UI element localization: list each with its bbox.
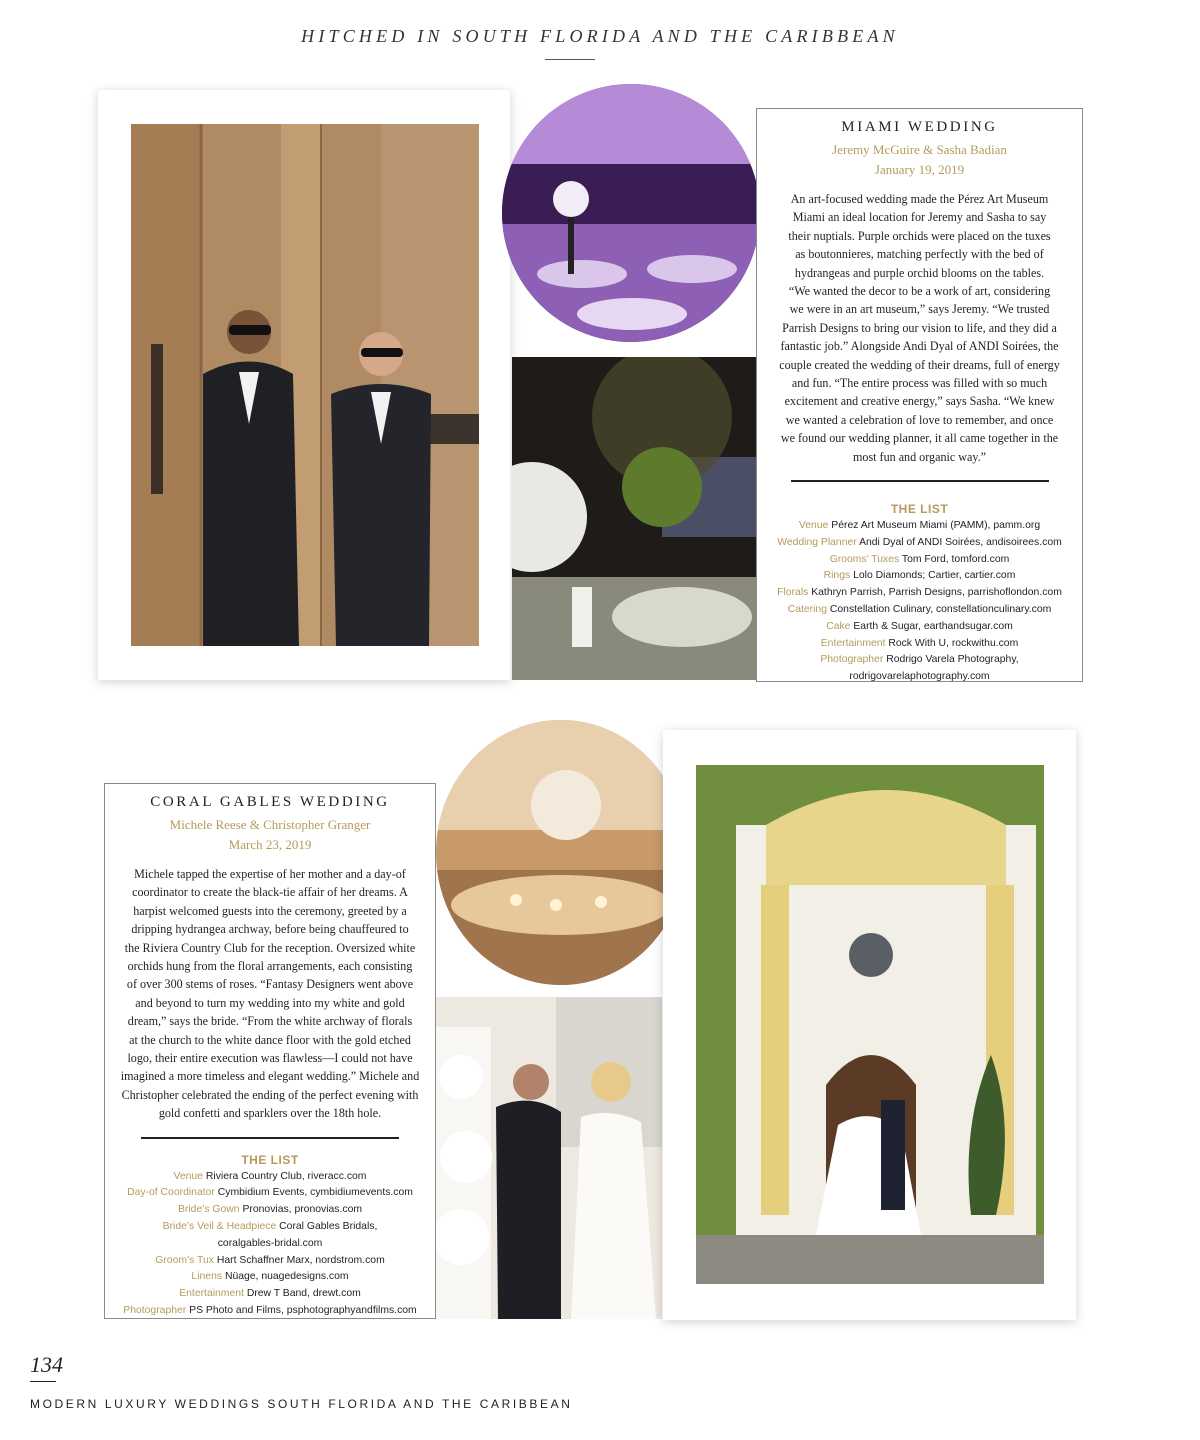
vendor-line: Catering Constellation Culinary, constellationculinary.com: [787, 604, 1052, 616]
header-divider: [545, 59, 595, 60]
vendor-line: Photographer PS Photo and Films, psphotographyandfilms.com: [123, 1305, 417, 1317]
page-number: 134: [30, 1352, 63, 1377]
vendor-line: Florals Kathryn Parrish, Parrish Designs, parrishoflondon.com: [777, 587, 1062, 599]
coral-wedding-date: March 23, 2019: [228, 837, 312, 852]
coral-couple-names: Michele Reese & Christopher Granger: [169, 817, 371, 832]
miami-wedding-story: An art-focused wedding made the Pérez Art Museum Miami an ideal location for Jeremy and Sasha to say their nuptials. Purple orchids were placed on the tuxes as boutonnieres, matching perfectly with the bed of hydrangeas and purple orchid blooms on the tables. “We wanted the decor to be a work of art, considering we were in an art museum,” says Jeremy. “We trusted Parrish Designs to bring our vision to life, and they did a fantastic job.” Alongside Andi Dyal of ANDI Soirées, the couple created the wedding of their dreams, full of energy and fun. “The entire process was filled with so much excitement and creative energy,” says Sasha. “We knew we wanted a celebration of love to remember, and once we found our wedding planner, it all came together in the most fun and organic way.”: [779, 192, 1060, 464]
vendor-line: Cake Earth & Sugar, earthandsugar.com: [826, 620, 1013, 632]
coral-list-title: THE LIST: [241, 1152, 299, 1167]
vendor-line: coralgables-bridal.com: [217, 1237, 323, 1249]
miami-wedding-title: MIAMI WEDDING: [841, 119, 998, 135]
miami-couple-names: Jeremy McGuire & Sasha Badian: [832, 142, 1007, 157]
museum-reception-photo: [502, 84, 760, 342]
vendor-line: Photographer Rodrigo Varela Photography,: [820, 654, 1019, 666]
section-header: HITCHED IN SOUTH FLORIDA AND THE CARIBBEAN: [301, 26, 899, 46]
coral-gables-text-box: [104, 783, 436, 1319]
vendor-line: Venue Pérez Art Museum Miami (PAMM), pamm.org: [798, 520, 1041, 532]
miami-divider: [791, 480, 1049, 482]
church-couple-photo: [696, 765, 1044, 1284]
vendor-line: Bride’s Veil & Headpiece Coral Gables Bridals,: [162, 1221, 378, 1233]
miami-list-title: THE LIST: [890, 502, 949, 517]
vendor-line: Day-of Coordinator Cymbidium Events, cymbidiumevents.com: [127, 1187, 413, 1199]
vendor-line: Entertainment Rock With U, rockwithu.com: [820, 637, 1019, 649]
floral-centerpiece-photo: [512, 357, 757, 680]
vendor-line: Wedding Planner Andi Dyal of ANDI Soirées, andisoirees.com: [777, 536, 1062, 548]
coral-gables-title: CORAL GABLES WEDDING: [150, 794, 390, 810]
coral-divider: [141, 1137, 399, 1139]
reception-table-photo: [436, 720, 686, 985]
page-number-rule: [30, 1381, 56, 1382]
coral-vendor-list: [105, 1169, 435, 1320]
miami-wedding-date: January 19, 2019: [874, 162, 965, 177]
cake-cutting-photo: [436, 997, 662, 1319]
vendor-line: Linens Nüage, nuagedesigns.com: [191, 1271, 349, 1283]
coral-wedding-story: Michele tapped the expertise of her mother and a day-of coordinator to create the black-tie affair of her dreams. A harpist welcomed guests into the ceremony, greeted by a dripping hydrangea archway, before being chauffeured to the Riviera Country Club for the reception. Oversized white orchids hung from the floral arrangements, each consisting of over 300 stems of roses. “Fantasy Designers went above and beyond to turn my wedding into my white and gold dream,” says the bride. “From the white archway of florals at the church to the white dance floor with the gold etched logo, their entire execution was flawless—I could not have imagined a more timeless and elegant wedding.” Michele and Christopher celebrated the ending of the perfect evening with gold confetti and sparklers over the 18th hole.: [120, 867, 420, 1121]
miami-wedding-text-box: [756, 108, 1083, 682]
vendor-line: rodrigovarelaphotography.com: [849, 671, 990, 683]
grooms-photo: [131, 124, 479, 646]
vendor-line: Venue Riviera Country Club, riveracc.com: [173, 1170, 367, 1182]
publication-footer: MODERN LUXURY WEDDINGS SOUTH FLORIDA AND THE CARIBBEAN: [30, 1397, 573, 1411]
miami-vendor-list: [757, 518, 1082, 686]
vendor-line: Entertainment Drew T Band, drewt.com: [179, 1288, 361, 1300]
vendor-line: Bride’s Gown Pronovias, pronovias.com: [177, 1204, 363, 1216]
vendor-line: Grooms’ Tuxes Tom Ford, tomford.com: [829, 553, 1010, 565]
vendor-line: Rings Lolo Diamonds; Cartier, cartier.com: [823, 570, 1016, 582]
vendor-line: Groom’s Tux Hart Schaffner Marx, nordstrom.com: [155, 1254, 385, 1266]
